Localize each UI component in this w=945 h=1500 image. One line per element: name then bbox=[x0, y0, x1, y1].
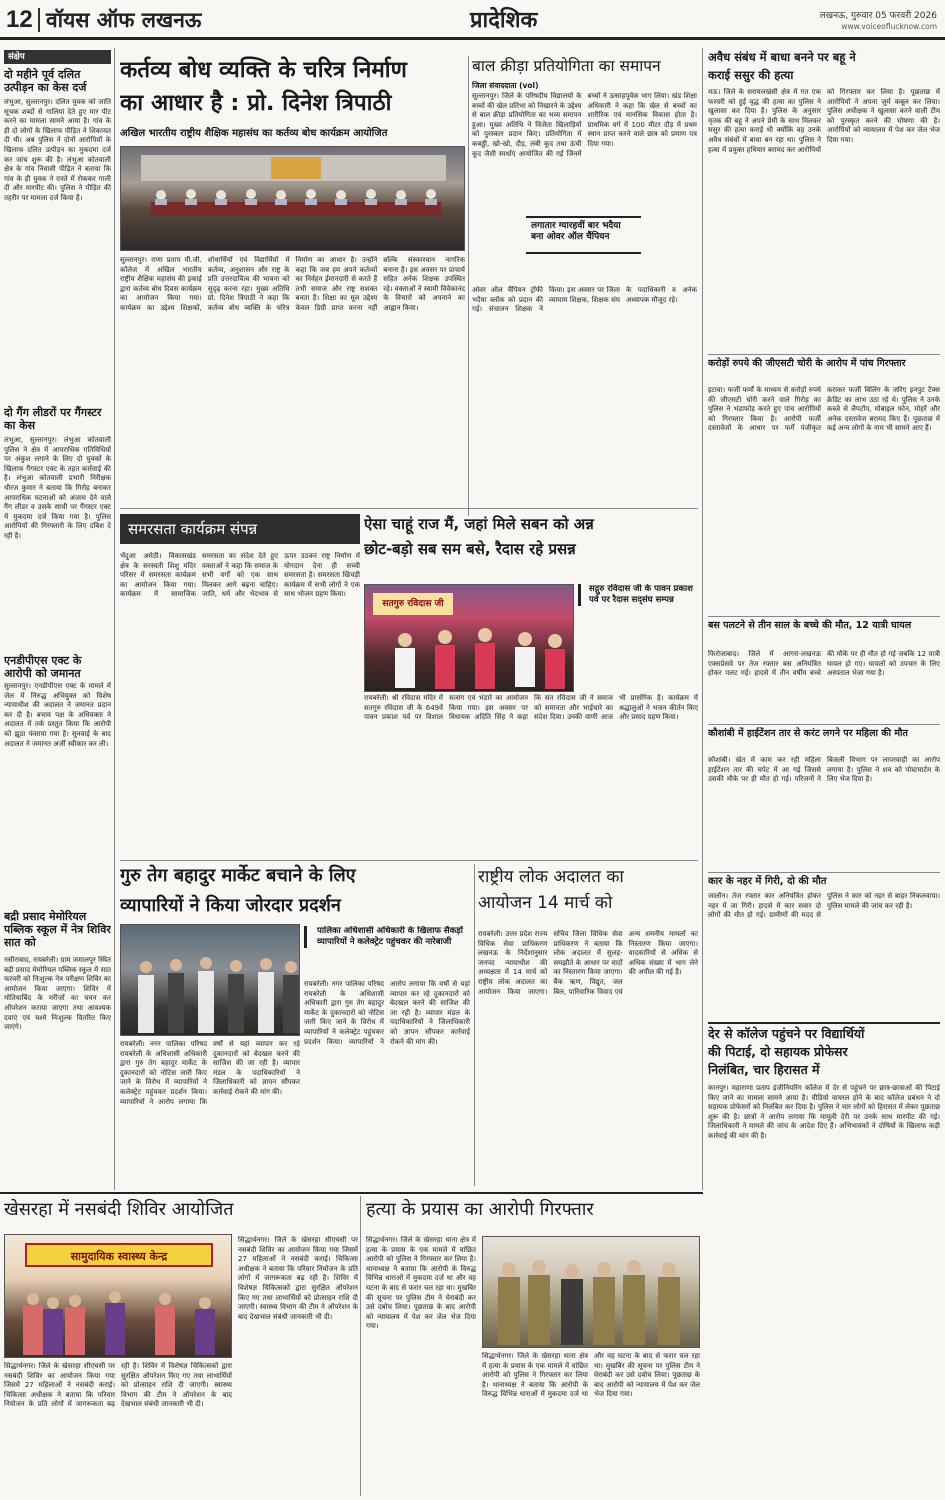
raidas-banner-text: सतगुरु रविदास जी bbox=[373, 593, 453, 615]
right-rule bbox=[708, 724, 940, 725]
right-body-6: कानपुर। महाराणा प्रताप इंजीनियरिंग कॉलेज में देर से पहुंचने पर छात्र-छात्राओं की पिटाई किए जाने का मामला सामने आया है। वीडियो वायरल होने के बाद कॉलेज प्रबंधन ने दो सहायक प्रोफेसरों को निलंबित कर दिया है। पुलिस ने चार लोगों को हिरासत में लेकर पूछताछ शुरू की है। छात्रों ने आरोप लगाया कि मामूली देरी पर उनके साथ मारपीट की गई। जिलाधिकारी ने मामले की जांच के आदेश दिए हैं। अभिभावकों ने दोषियों के खिलाफ कड़ी कार्रवाई की मांग की है। bbox=[708, 1084, 940, 1140]
right-headline-2: करोड़ों रुपये की जीएसटी चोरी के आरोप में पांच गिरफ्तार bbox=[708, 358, 906, 369]
khesar-photo-scene bbox=[5, 1235, 232, 1358]
guru-headline-line-1: गुरु तेग बहादुर मार्केट बचाने के लिए bbox=[120, 865, 356, 886]
hatya-photo bbox=[482, 1236, 700, 1348]
right-rule bbox=[708, 354, 940, 355]
raidas-photo bbox=[364, 584, 574, 692]
masthead bbox=[0, 0, 945, 40]
right-body-4: कौशांबी। खेत में काम कर रही महिला हाईटेंशन तार की चपेट में आ गई जिससे उसकी मौके पर ही मौत हो गई। परिजनों ने बिजली विभाग पर लापरवाही का आरोप लगाया है। पुलिस ने शव को पोस्टमार्टम के लिए भेज दिया है। bbox=[708, 756, 940, 784]
lok-headline-line-1: राष्ट्रीय लोक अदालत का bbox=[478, 867, 624, 887]
guru-headline-line-2: व्यापारियों ने किया जोरदार प्रदर्शन bbox=[120, 895, 341, 916]
raidas-body: रायबरेली। श्री रविदास मंदिर में सतगुरु रविदास जी के 649वें पावन प्रकाश पर्व पर विशाल सत्संग एवं भंडारे का आयोजन किया गया। इस अवसर पर विधायक अदिति सिंह ने कहा कि संत रविदास जी ने समाज को समानता और भाईचारे का संदेश दिया। उनकी वाणी आज भी प्रासंगिक है। कार्यक्रम में श्रद्धालुओं ने भजन कीर्तन किए और प्रसाद ग्रहण किया। bbox=[364, 694, 698, 722]
lok-body: रायबरेली। उत्तर प्रदेश राज्य विधिक सेवा प्राधिकरण लखनऊ के निर्देशानुसार जनपद न्यायाधीश की अध्यक्षता में 14 मार्च को राष्ट्रीय लोक अदालत का आयोजन किया जाएगा। सचिव जिला विधिक सेवा प्राधिकरण ने बताया कि लोक अदालत में सुलह-समझौते के आधार पर वादों का निस्तारण किया जाएगा। बैंक ऋण, विद्युत, जल बिल, पारिवारिक विवाद एवं अन्य शमनीय मामलों का निस्तारण किया जाएगा। वादकारियों से अधिक से अधिक संख्या में भाग लेने की अपील की गई है। bbox=[478, 930, 698, 996]
raidas-headline-line-1: ऐसा चाहूं राज मैं, जहां मिले सबन को अन्न bbox=[364, 515, 594, 533]
column-rule bbox=[114, 48, 115, 1190]
right-headline-1a: अवैध संबंध में बाधा बनने पर बहू ने bbox=[708, 50, 856, 64]
guru-body: रायबरेली। नगर पालिका परिषद रायबरेली के अधिशासी अधिकारी द्वारा गुरु तेग बहादुर मार्केट के दुकानदारों को नोटिस जारी किए जाने के विरोध में व्यापारियों ने कलेक्ट्रेट पहुंचकर प्रदर्शन किया। व्यापारियों ने आरोप लगाया कि वर्षों से यहां व्यापार कर रहे दुकानदारों को बेदखल करने की साजिश की जा रही है। व्यापार मंडल के पदाधिकारियों ने जिलाधिकारी को ज्ञापन सौंपकर कार्रवाई रोकने की मांग की। bbox=[304, 980, 470, 1046]
bottom-band-rule bbox=[0, 1192, 703, 1194]
lead-photo-scene bbox=[121, 147, 465, 251]
column-rule bbox=[360, 1196, 361, 1496]
lok-headline-line-2: आयोजन 14 मार्च को bbox=[478, 893, 613, 913]
guru-deck-box bbox=[304, 926, 470, 972]
right-headline-3: बस पलटने से तीन साल के बच्चे की मौत, 12 यात्री घायल bbox=[708, 620, 912, 631]
column-rule bbox=[702, 48, 703, 1190]
lead-headline-line-2: का आधार है : प्रो. दिनेश त्रिपाठी bbox=[120, 90, 392, 116]
lead-body: सुल्तानपुर। राणा प्रताप पी.जी. कॉलेज में अखिल भारतीय राष्ट्रीय शैक्षिक महासंघ की इकाई द्वारा कर्तव्य बोध दिवस कार्यक्रम का आयोजन किया गया। कार्यक्रम का उद्देश्य शिक्षकों, शोधार्थियों एवं विद्यार्थियों में कर्तव्य, अनुशासन और राष्ट्र के प्रति उत्तरदायित्व की भावना को सुदृढ़ करना रहा। मुख्य अतिथि प्रो. दिनेश त्रिपाठी ने कहा कि कर्तव्य बोध व्यक्ति के चरित्र निर्माण का आधार है। उन्होंने कहा कि जब हम अपने कर्तव्यों का निर्वहन ईमानदारी से करते हैं तभी समाज और राष्ट्र सशक्त बनता है। शिक्षा का मूल उद्देश्य केवल डिग्री प्राप्त करना नहीं बल्कि संस्कारवान नागरिक बनाना है। इस अवसर पर प्राचार्य सहित अनेक शिक्षक उपस्थित रहे। वक्ताओं ने स्वामी विवेकानंद के विचारों को अपनाने का आह्वान किया। bbox=[120, 256, 465, 312]
right-body-1: मऊ। जिले के सरायलखंसी क्षेत्र में गत एक फरवरी को हुई वृद्ध की हत्या का पुलिस ने खुलासा कर दिया है। पुलिस के अनुसार मृतक की बहू ने अपने प्रेमी के साथ मिलकर ससुर की हत्या कराई थी क्योंकि वह उनके अवैध संबंधों में बाधा बन रहा था। पुलिस ने हत्या में प्रयुक्त हथियार बरामद कर आरोपियों को गिरफ्तार कर लिया है। पूछताछ में आरोपियों ने अपना जुर्म कबूल कर लिया। पुलिस अधीक्षक ने खुलासा करने वाली टीम को पुरस्कृत करने की घोषणा की है। आरोपियों को न्यायालय में पेश कर जेल भेज दिया गया। bbox=[708, 88, 940, 154]
lead-photo bbox=[120, 146, 465, 251]
right-headline-6a: देर से कॉलेज पहुंचने पर विद्यार्थियों bbox=[708, 1026, 865, 1041]
raidas-headline-line-2: छोट-बड़ो सब सम बसे, रैदास रहे प्रसन्न bbox=[364, 540, 576, 558]
raidas-story bbox=[364, 514, 698, 582]
khesar-photo bbox=[4, 1234, 232, 1358]
right-body-5: जालौन। तेज रफ्तार कार अनियंत्रित होकर नहर में जा गिरी। हादसे में कार सवार दो लोगों की मौत हो गई। ग्रामीणों की मदद से पुलिस ने कार को नहर से बाहर निकलवाया। पुलिस मामले की जांच कर रही है। bbox=[708, 892, 940, 920]
khesar-body-cont: सिद्धार्थनगर। जिले के खेसरहा सीएचसी पर नसबंदी शिविर का आयोजन किया गया जिसमें 27 महिलाओं ने नसबंदी कराई। चिकित्सा अधीक्षक ने बताया कि परिवार नियोजन के प्रति लोगों में जागरूकता बढ़ रही है। शिविर में विशेषज्ञ चिकित्सकों द्वारा सुरक्षित ऑपरेशन किए गए तथा लाभार्थियों को प्रोत्साहन राशि दी जाएगी। स्वास्थ्य विभाग की टीम ने ऑपरेशन के बाद देखभाल संबंधी जानकारी भी दी। bbox=[238, 1236, 358, 1321]
section-label: संक्षेप bbox=[4, 50, 111, 64]
brief-body-4: नसीराबाद, रायबरेली। ग्राम जमालपुर स्थित बद्री प्रसाद मेमोरियल पब्लिक स्कूल में सात फरवरी को निःशुल्क नेत्र परीक्षण शिविर का आयोजन किया जाएगा। शिविर में मोतियाबिंद के मरीजों का चयन कर ऑपरेशन कराया जाएगा तथा आवश्यक दवाएं एवं चश्मे निःशुल्क वितरित किए जाएंगे। bbox=[4, 956, 111, 1032]
section-name: प्रादेशिक bbox=[470, 8, 538, 33]
guru-photo bbox=[120, 924, 300, 1036]
brief-headline-4: बद्री प्रसाद मेमोरियल पब्लिक स्कूल में नेत्र शिविर सात को bbox=[4, 910, 111, 949]
hatya-photo-scene bbox=[483, 1237, 700, 1348]
hatya-headline: हत्या के प्रयास का आरोपी गिरफ्तार bbox=[366, 1199, 594, 1220]
hatya-body-lower: सिद्धार्थनगर। जिले के खेसरहा थाना क्षेत्र में हत्या के प्रयास के एक मामले में वांछित आरोपी को पुलिस ने गिरफ्तार कर लिया है। थानाध्यक्ष ने बताया कि आरोपी के विरुद्ध विभिन्न धाराओं में मुकदमा दर्ज था और वह घटना के बाद से फरार चल रहा था। मुखबिर की सूचना पर पुलिस टीम ने घेराबंदी कर उसे दबोच लिया। पूछताछ के बाद आरोपी को न्यायालय में पेश कर जेल भेज दिया गया। bbox=[482, 1352, 700, 1399]
samrasta-headline: समरसता कार्यक्रम संपन्न bbox=[128, 520, 258, 538]
samrasta-headline-box bbox=[120, 514, 360, 544]
page-number: 12 bbox=[6, 6, 33, 33]
section-rule bbox=[120, 860, 698, 861]
brief-headline-2: दो गैंग लीडरों पर गैंगस्टर का केस bbox=[4, 406, 102, 432]
guru-deck: पालिका अधिशासी अधिकारी के खिलाफ सैकड़ों व्यापारियों ने कलेक्ट्रेट पहुंचकर की नारेबाजी bbox=[304, 926, 470, 948]
column-rule bbox=[474, 864, 475, 1186]
section-rule bbox=[120, 508, 698, 509]
guru-photo-scene bbox=[121, 925, 300, 1036]
brief-headline-3: एनडीपीएस एक्ट के आरोपी को जमानत bbox=[4, 654, 82, 680]
raidas-side-head: सद्गुरु रविदास जी के पावन प्रकाश पर्व पर रैदास सद्संघ सम्पन्न bbox=[578, 584, 698, 606]
right-headline-6c: निलंबित, चार हिरासत में bbox=[708, 1062, 820, 1077]
right-body-3: फिरोजाबाद। जिले में आगरा-लखनऊ एक्सप्रेसवे पर तेज रफ्तार बस अनियंत्रित होकर पलट गई। हादसे में तीन वर्षीय बच्चे की मौके पर ही मौत हो गई जबकि 12 यात्री घायल हो गए। घायलों को उपचार के लिए अस्पताल भेजा गया है। bbox=[708, 650, 940, 678]
brief-body-3: सुल्तानपुर। एनडीपीएस एक्ट के मामले में जेल में निरुद्ध अभियुक्त को विशेष न्यायाधीश की अदालत ने जमानत प्रदान कर दी है। बचाव पक्ष के अधिवक्ता ने अदालत में तर्क प्रस्तुत किया कि आरोपी को झूठा फंसाया गया है। सुनवाई के बाद अदालत ने जमानत अर्जी स्वीकार कर ली। bbox=[4, 682, 111, 748]
raidas-photo-scene bbox=[365, 585, 574, 692]
guru-body-lower: रायबरेली। नगर पालिका परिषद रायबरेली के अधिशासी अधिकारी द्वारा गुरु तेग बहादुर मार्केट के दुकानदारों को नोटिस जारी किए जाने के विरोध में व्यापारियों ने कलेक्ट्रेट पहुंचकर प्रदर्शन किया। व्यापारियों ने आरोप लगाया कि वर्षों से यहां व्यापार कर रहे दुकानदारों को बेदखल करने की साजिश की जा रही है। व्यापार मंडल के पदाधिकारियों ने जिलाधिकारी को ज्ञापन सौंपकर कार्रवाई रोकने की मांग की। bbox=[120, 1040, 300, 1106]
right-headline-5: कार के नहर में गिरी, दो की मौत bbox=[708, 876, 827, 887]
samrasta-body: भेंदुआ अमेठी। विकासखंड क्षेत्र के सरस्वती शिशु मंदिर परिसर में समरसता कार्यक्रम का आयोजन किया गया। कार्यक्रम में सामाजिक समरसता का संदेश देते हुए वक्ताओं ने कहा कि समाज के सभी वर्गों को एक साथ मिलकर आगे बढ़ना चाहिए। जाति, धर्म और भेदभाव से ऊपर उठकर राष्ट्र निर्माण में योगदान देना ही सच्ची समरसता है। समरसता खिचड़ी कार्यक्रम में सभी लोगों ने एक साथ भोजन ग्रहण किया। bbox=[120, 552, 360, 599]
right-column bbox=[708, 50, 940, 1190]
khesar-photo-banner: सामुदायिक स्वास्थ्य केन्द्र bbox=[25, 1243, 213, 1267]
brief-headline-1: दो महीने पूर्व दलित उत्पीड़न का केस दर्ज bbox=[4, 68, 87, 94]
lok-adalat-story bbox=[478, 866, 698, 926]
lead-subheadline: अखिल भारतीय राष्ट्रीय शैक्षिक महासंघ का कर्तव्य बोध कार्यक्रम आयोजित bbox=[120, 128, 388, 139]
raidas-side-box bbox=[578, 584, 698, 692]
right-headline-4: कौशांबी में हाईटेंशन तार से करंट लगने पर महिला की मौत bbox=[708, 728, 908, 739]
bal-body-2: ओवर ऑल चैंपियन ट्रॉफी भदैया ब्लॉक को प्रदान की गई। संचालन शिक्षक ने किया। इस अवसर पर जिला व्यायाम शिक्षक, शिक्षक संघ के पदाधिकारी व अनेक अध्यापक मौजूद रहे। bbox=[472, 286, 697, 314]
bal-headline: बाल क्रीड़ा प्रतियोगिता का समापन bbox=[472, 57, 661, 75]
bal-body: सुल्तानपुर। जिले के परिषदीय विद्यालयों के बच्चों की खेल प्रतिभा को निखारने के उद्देश्य से बाल क्रीड़ा प्रतियोगिता का भव्य समापन हुआ। मुख्य अतिथि ने विजेता खिलाड़ियों को पुरस्कार प्रदान किए। प्रतियोगिता में कबड्डी, खो-खो, दौड़, लंबी कूद तथा ऊंची कूद जैसी स्पर्धाएं आयोजित की गईं जिनमें बच्चों ने उत्साहपूर्वक भाग लिया। खंड शिक्षा अधिकारी ने कहा कि खेल से बच्चों का शारीरिक एवं मानसिक विकास होता है। प्राथमिक वर्ग में 100 मीटर दौड़ में प्रथम स्थान प्राप्त करने वाले छात्र को प्रमाण पत्र दिया गया। bbox=[472, 92, 697, 158]
website: www.voiceoflucknow.com bbox=[841, 22, 937, 31]
hatya-body: सिद्धार्थनगर। जिले के खेसरहा थाना क्षेत्र में हत्या के प्रयास के एक मामले में वांछित आरोपी को पुलिस ने गिरफ्तार कर लिया है। थानाध्यक्ष ने बताया कि आरोपी के विरुद्ध विभिन्न धाराओं में मुकदमा दर्ज था और वह घटना के बाद से फरार चल रहा था। मुखबिर की सूचना पर पुलिस टीम ने घेराबंदी कर उसे दबोच लिया। पूछताछ के बाद आरोपी को न्यायालय में पेश कर जेल भेज दिया गया। bbox=[366, 1236, 476, 1331]
column-rule bbox=[468, 56, 469, 516]
right-headline-1b: कराई ससुर की हत्या bbox=[708, 68, 794, 82]
dateline: लखनऊ, गुरुवार 05 फरवरी 2026 bbox=[819, 11, 937, 21]
right-rule bbox=[708, 872, 940, 873]
right-headline-6b: की पिटाई, दो सहायक प्रोफेसर bbox=[708, 1044, 848, 1059]
right-rule bbox=[708, 616, 940, 617]
khesar-body: सिद्धार्थनगर। जिले के खेसरहा सीएचसी पर नसबंदी शिविर का आयोजन किया गया जिसमें 27 महिलाओं ने नसबंदी कराई। चिकित्सा अधीक्षक ने बताया कि परिवार नियोजन के प्रति लोगों में जागरूकता बढ़ रही है। शिविर में विशेषज्ञ चिकित्सकों द्वारा सुरक्षित ऑपरेशन किए गए तथा लाभार्थियों को प्रोत्साहन राशि दी जाएगी। स्वास्थ्य विभाग की टीम ने ऑपरेशन के बाद देखभाल संबंधी जानकारी भी दी। bbox=[4, 1362, 232, 1409]
bal-pull-quote: लगातार ग्यारहवीं बार भदैया बना ओवर ऑल चैंपियन bbox=[526, 216, 641, 254]
lead-headline-line-1: कर्तव्य बोध व्यक्ति के चरित्र निर्माण bbox=[120, 57, 407, 83]
brief-body-2: लंभुआ, सुल्तानपुर। लंभुआ कोतवाली पुलिस ने क्षेत्र में आपराधिक गतिविधियों पर अंकुश लगाने के लिए दो युवकों के खिलाफ गैंगस्टर एक्ट के तहत कार्रवाई की है। लंभुआ कोतवाली प्रभारी निरीक्षक धीरज कुमार ने बताया कि गिरोह बनाकर आपराधिक घटनाओं को अंजाम देने वाले गैंग लीडर व उसके साथी पर गैंगस्टर एक्ट में मुकदमा दर्ज किया गया है। पुलिस आरोपियों की गिरफ्तारी के लिए दबिश दे रही है। bbox=[4, 436, 111, 540]
khesar-headline: खेसरहा में नसबंदी शिविर आयोजित bbox=[4, 1199, 234, 1220]
right-body-2: इटावा। फर्जी फर्मों के माध्यम से करोड़ों रुपये की जीएसटी चोरी करने वाले गिरोह का पुलिस ने भंडाफोड़ करते हुए पांच आरोपियों को गिरफ्तार किया है। आरोपी फर्जी दस्तावेजों के आधार पर फर्में पंजीकृत कराकर फर्जी बिलिंग के जरिए इनपुट टैक्स क्रेडिट का लाभ उठा रहे थे। पुलिस ने उनके कब्जे से लैपटॉप, मोबाइल फोन, मोहरें और अनेक दस्तावेज बरामद किए हैं। पूछताछ में कई अन्य लोगों के नाम भी सामने आए हैं। bbox=[708, 386, 940, 433]
brief-body-1: लंभुआ, सुल्तानपुर। दलित युवक को जाति सूचक शब्दों से गालियां देते हुए मार पीट करने का मामला सामने आया है। गांव के ही दो लोगों के खिलाफ पीड़ित ने शिकायत दी थी। अब पुलिस ने दोनों आरोपियों के खिलाफ दलित उत्पीड़न का मुकदमा दर्ज कर जांच शुरू की है। लंभुआ कोतवाली क्षेत्र के गांव निवासी पीड़ित ने बताया कि गांव के ही युवक ने रास्ते में रोककर गाली दी और मारपीट की। पुलिस ने पीड़ित की तहरीर पर मामला दर्ज किया है। bbox=[4, 98, 111, 202]
left-column bbox=[4, 50, 111, 1190]
paper-name: वॉयस ऑफ लखनऊ bbox=[46, 8, 202, 32]
masthead-divider bbox=[38, 8, 40, 32]
right-rule bbox=[708, 1022, 940, 1024]
bal-byline: जिला संवाददाता (vol) bbox=[472, 81, 539, 90]
